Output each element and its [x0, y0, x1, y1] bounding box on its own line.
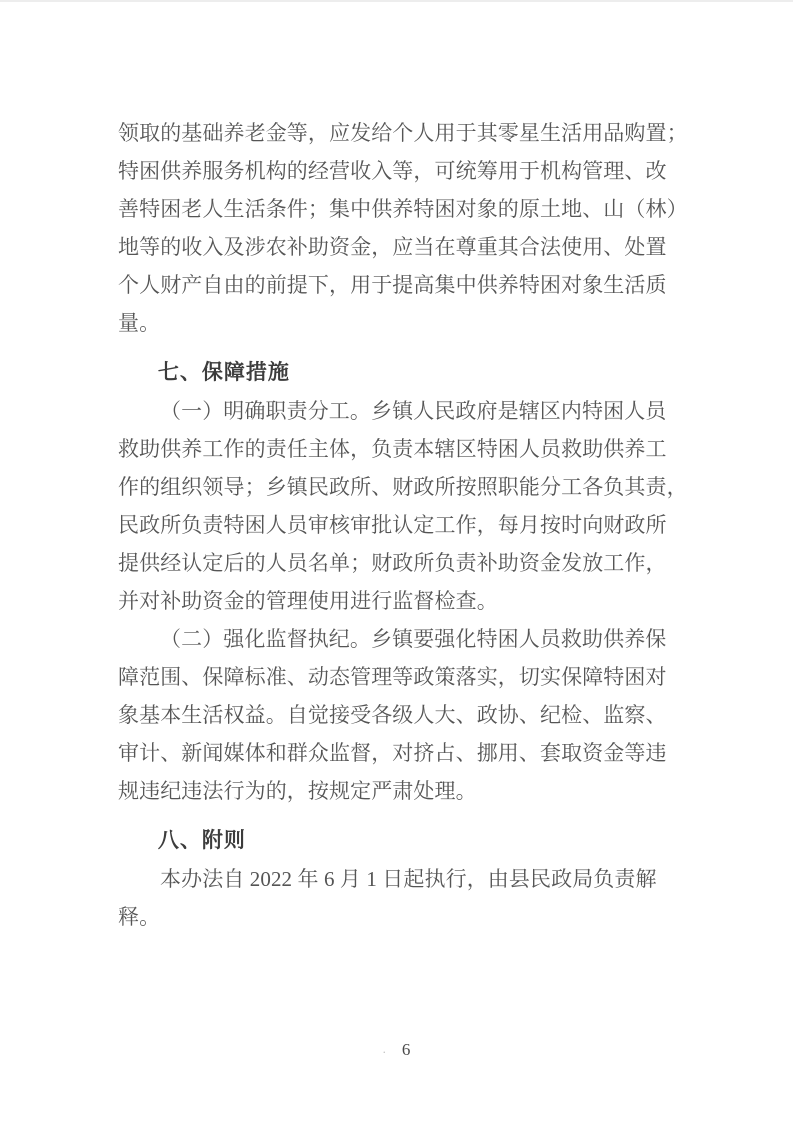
paragraph-effective-date — [118, 860, 680, 936]
text-line: 民政所负责特困人员审核审批认定工作，每月按时向财政所 — [118, 513, 667, 537]
page-footer — [0, 1040, 793, 1060]
text-line: 审计、新闻媒体和群众监督，对挤占、挪用、套取资金等违 — [118, 741, 667, 765]
text-line: 并对补助资金的管理使用进行监督检查。 — [118, 589, 498, 613]
text-line: 障范围、保障标准、动态管理等政策落实，切实保障特困对 — [118, 665, 667, 689]
section-heading-7: 七、保障措施 — [157, 361, 290, 384]
text-line: 提供经认定后的人员名单；财政所负责补助资金发放工作， — [118, 551, 667, 575]
text-line: 象基本生活权益。自觉接受各级人大、政协、纪检、监察、 — [118, 703, 667, 727]
text-line: 释。 — [118, 905, 161, 929]
page-number: 6 — [401, 1040, 411, 1059]
paragraph-supervision — [118, 620, 680, 810]
document-body — [118, 114, 688, 936]
text-line: 本办法自 2022 年 6 月 1 日起执行，由县民政局负责解 — [160, 867, 657, 891]
text-line: 特困供养服务机构的经营收入等，可统筹用于机构管理、改 — [118, 159, 667, 183]
footer-dot-mark: . — [382, 1041, 386, 1056]
text-line: 规违纪违法行为的，按规定严肃处理。 — [118, 779, 477, 803]
text-line: （一）明确职责分工。乡镇人民政府是辖区内特困人员 — [160, 399, 667, 423]
text-line: 个人财产自由的前提下，用于提高集中供养特困对象生活质 — [118, 273, 667, 297]
text-line: 地等的收入及涉农补助资金，应当在尊重其合法使用、处置 — [118, 235, 667, 259]
text-line: 量。 — [118, 311, 161, 335]
text-line: 善特困老人生活条件；集中供养特困对象的原土地、山（林） — [118, 197, 688, 221]
text-line: 领取的基础养老金等，应发给个人用于其零星生活用品购置； — [118, 121, 688, 145]
paragraph-responsibilities — [118, 392, 688, 620]
text-line: （二）强化监督执纪。乡镇要强化特困人员救助供养保 — [160, 627, 667, 651]
paragraph-continuation — [118, 114, 688, 342]
text-line: 救助供养工作的责任主体，负责本辖区特困人员救助供养工 — [118, 437, 667, 461]
text-line: 作的组织领导；乡镇民政所、财政所按照职能分工各负其责， — [118, 475, 688, 499]
section-heading-8: 八、附则 — [157, 829, 246, 852]
